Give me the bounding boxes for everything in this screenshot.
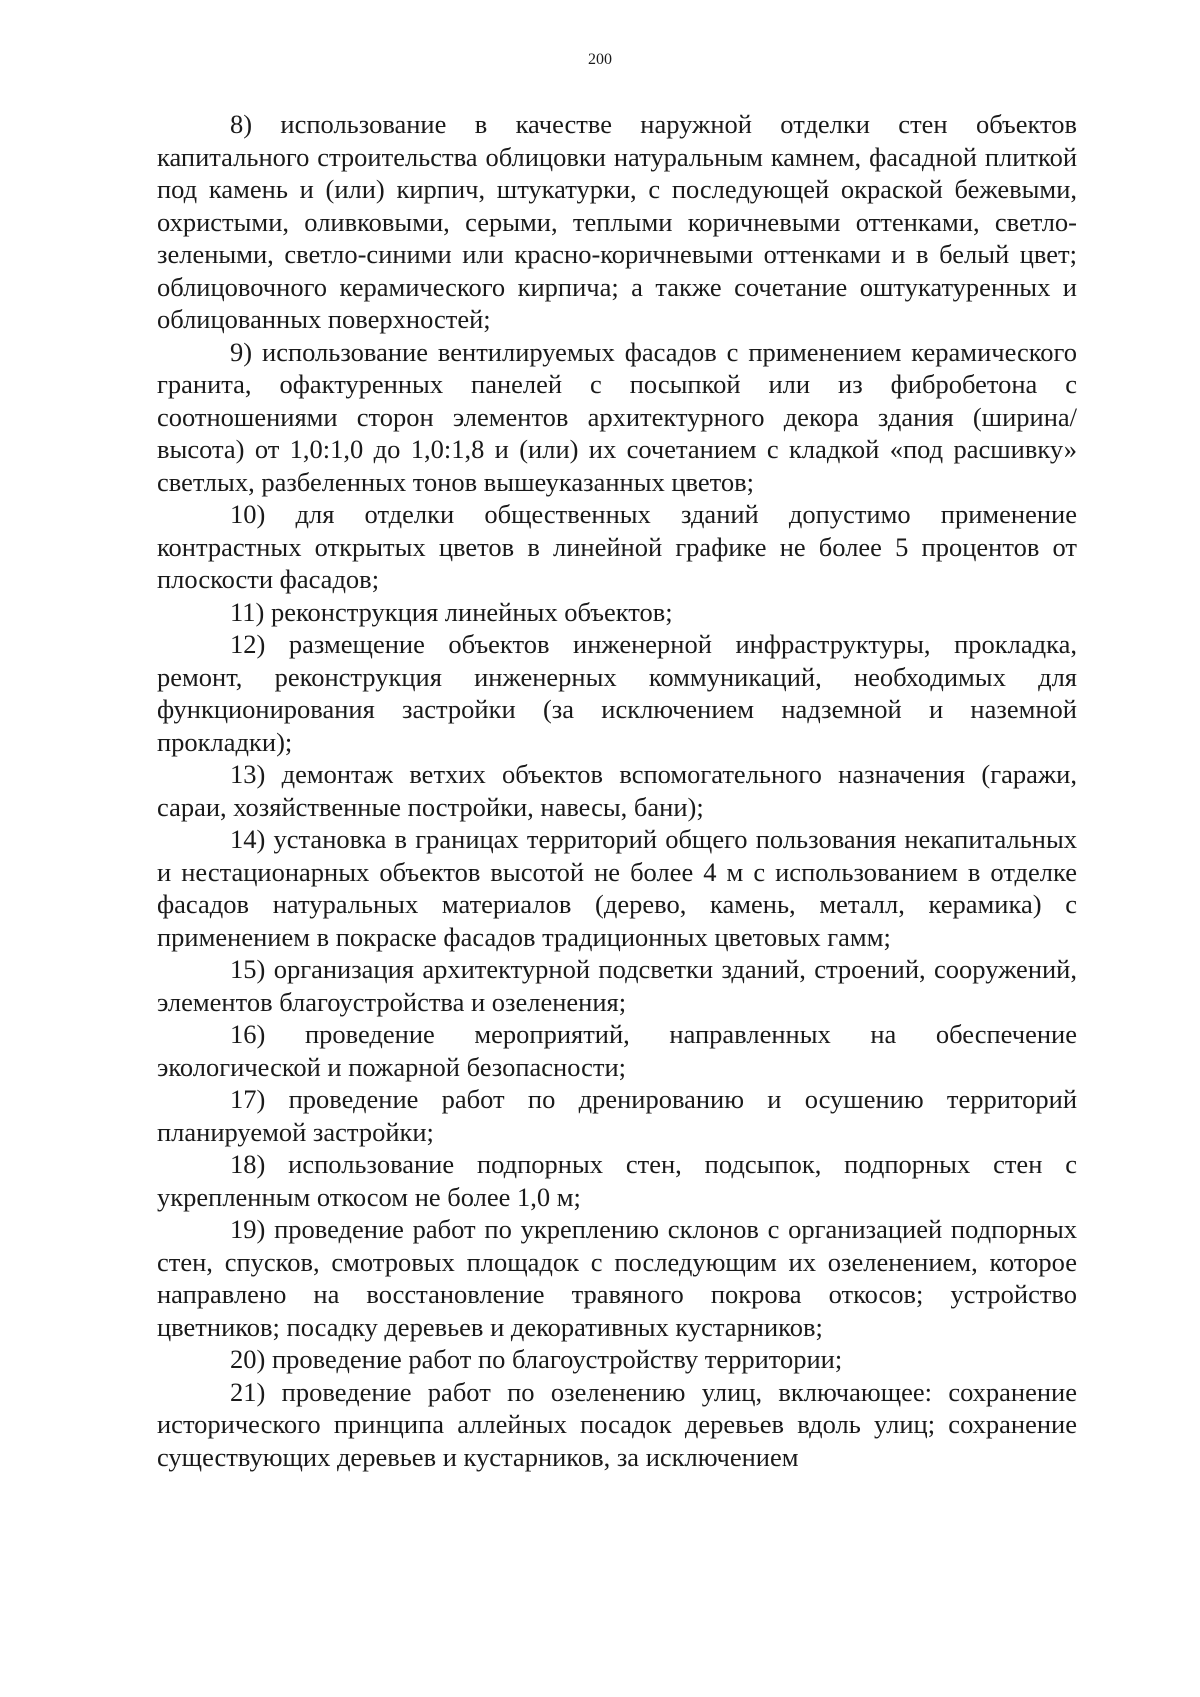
paragraph-21: 21) проведение работ по озеленению улиц, включающее: сохранение исторического принципа аллейных посадок деревьев вдоль улиц; сохранение существующих деревьев и кустарников, за исключением: [157, 1376, 1077, 1472]
paragraph-12: 12) размещение объектов инженерной инфраструктуры, прокладка, ремонт, реконструкция инженерных коммуникаций, необходимых для функционирования застройки (за исключением надземной и наземной прокладки);: [157, 629, 1077, 757]
paragraph-8: 8) использование в качестве наружной отделки стен объектов капитального строительства облицовки натуральным камнем, фасадной плиткой под камень и (или) кирпич, штукатурки, с последующей окраской бежевыми, охристыми, оливковыми, серыми, теплыми коричневыми оттенками, светло-зелеными, светло-синими или красно-коричневыми оттенками и в белый цвет; облицовочного керамического кирпича; а также сочетание оштукатуренных и облицованных поверхностей;: [157, 109, 1077, 334]
paragraph-16: 16) проведение мероприятий, направленных на обеспечение экологической и пожарной безопасности;: [157, 1019, 1077, 1082]
paragraph-15: 15) организация архитектурной подсветки зданий, строений, сооружений, элементов благоустройства и озеленения;: [157, 954, 1077, 1017]
paragraph-11: 11) реконструкция линейных объектов;: [230, 596, 673, 627]
paragraph-17: 17) проведение работ по дренированию и осушению территорий планируемой застройки;: [157, 1084, 1077, 1147]
paragraph-14: 14) установка в границах территорий общего пользования некапитальных и нестационарных объектов высотой не более 4 м с использованием в отделке фасадов натуральных материалов (дерево, камень, металл, керамика) с применением в покраске фасадов традиционных цветовых гамм;: [157, 824, 1077, 952]
paragraph-9: 9) использование вентилируемых фасадов с применением керамического гранита, офактуренных панелей с посыпкой или из фибробетона с соотношениями сторон элементов архитектурного декора здания (ширина/высота) от 1,0:1,0 до 1,0:1,8 и (или) их сочетанием с кладкой «под расшивку» светлых, разбеленных тонов вышеуказанных цветов;: [157, 336, 1077, 497]
paragraph-19: 19) проведение работ по укреплению склонов с организацией подпорных стен, спусков, смотровых площадок с последующим их озеленением, которое направлено на восстановление травяного покрова откосов; устройство цветников; посадку деревьев и декоративных кустарников;: [157, 1214, 1077, 1342]
document-body: [157, 108, 1077, 1473]
page-number: 200: [588, 51, 612, 68]
paragraph-20: 20) проведение работ по благоустройству территории;: [230, 1344, 843, 1374]
paragraph-10: 10) для отделки общественных зданий допустимо применение контрастных открытых цветов в линейной графике не более 5 процентов от плоскости фасадов;: [157, 499, 1077, 594]
paragraph-18: 18) использование подпорных стен, подсыпок, подпорных стен с укрепленным откосом не более 1,0 м;: [157, 1149, 1077, 1212]
paragraph-13: 13) демонтаж ветхих объектов вспомогательного назначения (гаражи, сараи, хозяйственные постройки, навесы, бани);: [157, 759, 1077, 822]
